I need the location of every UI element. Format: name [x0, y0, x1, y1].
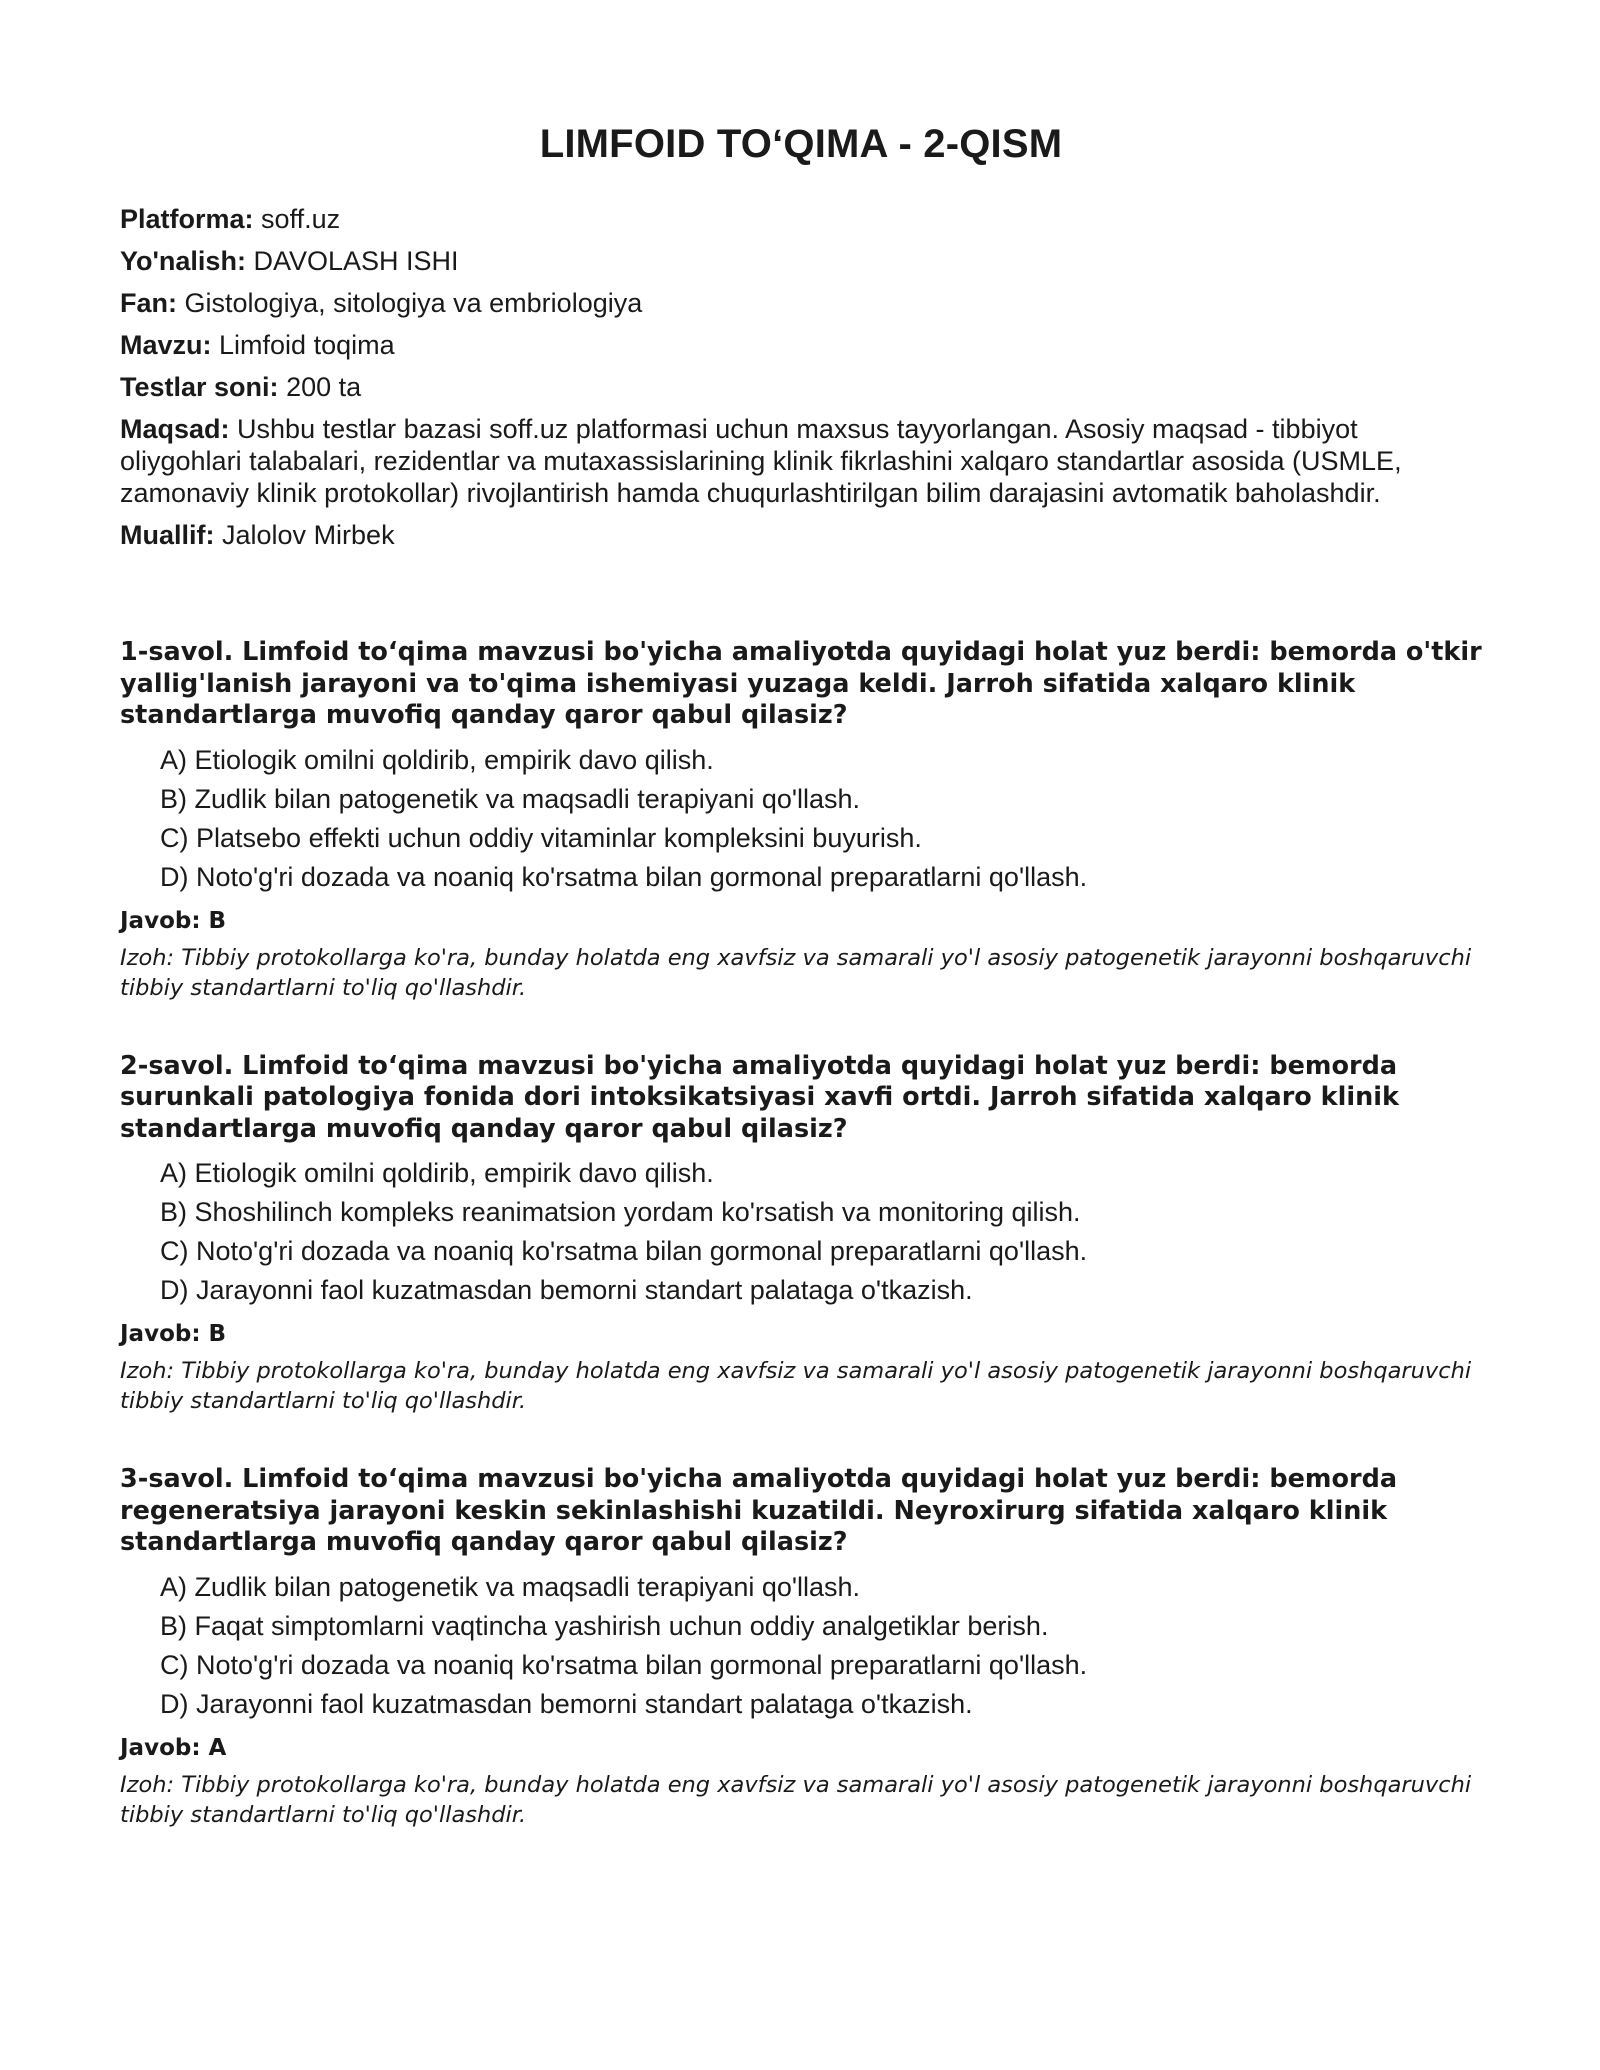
meta-direction-label: Yo'nalish:: [120, 246, 246, 276]
meta-topic-value: Limfoid toqima: [219, 330, 395, 360]
meta-author-value: Jalolov Mirbek: [222, 520, 395, 550]
option-b: B) Faqat simptomlarni vaqtincha yashirish uchun oddiy analgetiklar berish.: [160, 1610, 1049, 1641]
meta-goal: [120, 413, 1482, 509]
meta-subject-label: Fan:: [120, 288, 177, 318]
meta-tests-value: 200 ta: [286, 372, 362, 402]
meta-platform-value: soff.uz: [261, 204, 341, 234]
meta-direction-value: DAVOLASH ISHI: [253, 246, 459, 276]
question-text: 3-savol. Limfoid to‘qima mavzusi bo'yicha amaliyotda quyidagi holat yuz berdi: bemorda regeneratsiya jarayoni keskin sekinlashishi kuzatildi. Neyroxirurg sifatida xalqaro klinik standartlarga muvofiq qanday qaror qabul qilasiz?: [120, 1464, 1398, 1557]
option-a: A) Etiologik omilni qoldirib, empirik davo qilish.: [160, 1158, 714, 1188]
meta-direction: [120, 245, 1482, 277]
document-metadata: [120, 203, 1482, 551]
meta-subject-value: Gistologiya, sitologiya va embriologiya: [184, 288, 643, 318]
question-3: [120, 1464, 1482, 1830]
option-a: A) Zudlik bilan patogenetik va maqsadli terapiyani qo'llash.: [160, 1571, 861, 1602]
option-list: [120, 1571, 1482, 1720]
meta-topic: [120, 329, 1482, 361]
meta-platform: [120, 203, 1482, 235]
meta-topic-label: Mavzu:: [120, 330, 212, 360]
option-d: D) Jarayonni faol kuzatmasdan bemorni standart palataga o'tkazish.: [160, 1275, 973, 1305]
question-2: [120, 1051, 1482, 1417]
option-b: B) Shoshilinch kompleks reanimatsion yordam ko'rsatish va monitoring qilish.: [160, 1197, 1081, 1227]
meta-author: [120, 519, 1482, 551]
meta-author-label: Muallif:: [120, 520, 215, 550]
option-d: D) Noto'g'ri dozada va noaniq ko'rsatma bilan gormonal preparatlarni qo'llash.: [160, 861, 1088, 892]
meta-goal-value: Ushbu testlar bazasi soff.uz platformasi uchun maxsus tayyorlangan. Asosiy maqsad - tibbiyot oliygohlari talabalari, rezidentlar va mutaxassislarining klinik fikrlashini xalqaro standartlar asosida (USMLE, zamonaviy klinik protokollar) rivojlantirish hamda chuqurlashtirilgan bilim darajasini avtomatik baholashdir.: [120, 414, 1402, 508]
option-a: A) Etiologik omilni qoldirib, empirik davo qilish.: [160, 744, 714, 775]
option-b: B) Zudlik bilan patogenetik va maqsadli terapiyani qo'llash.: [160, 783, 861, 814]
meta-tests-label: Testlar soni:: [120, 372, 279, 402]
answer-key: Javob: A: [120, 1734, 227, 1761]
explanation-note: Izoh: Tibbiy protokollarga ko'ra, bunday holatda eng xavfsiz va samarali yo'l asosiy patogenetik jarayonni boshqaruvchi tibbiy standartlarni to'liq qo'llashdir.: [120, 1358, 1472, 1414]
option-list: [120, 744, 1482, 893]
option-c: C) Platsebo effekti uchun oddiy vitaminlar kompleksini buyurish.: [160, 822, 922, 853]
option-d: D) Jarayonni faol kuzatmasdan bemorni standart palataga o'tkazish.: [160, 1688, 973, 1719]
answer-key: Javob: B: [120, 1321, 227, 1347]
answer-key: Javob: B: [120, 907, 227, 934]
meta-tests-count: [120, 371, 1482, 403]
question-text: 1-savol. Limfoid to‘qima mavzusi bo'yicha amaliyotda quyidagi holat yuz berdi: bemorda o'tkir yallig'lanish jarayoni va to'qima ishemiyasi yuzaga keldi. Jarroh sifatida xalqaro klinik standartlarga muvofiq qanday qaror qabul qilasiz?: [120, 637, 1482, 730]
meta-goal-label: Maqsad:: [120, 414, 230, 444]
document-title: LIMFOID TO‘QIMA - 2-QISM: [539, 122, 1063, 166]
explanation-note: Izoh: Tibbiy protokollarga ko'ra, bunday holatda eng xavfsiz va samarali yo'l asosiy patogenetik jarayonni boshqaruvchi tibbiy standartlarni to'liq qo'llashdir.: [120, 1771, 1472, 1828]
meta-subject: [120, 287, 1482, 319]
question-text: 2-savol. Limfoid to‘qima mavzusi bo'yicha amaliyotda quyidagi holat yuz berdi: bemorda surunkali patologiya fonida dori intoksikatsiyasi xavfi ortdi. Jarroh sifatida xalqaro klinik standartlarga muvofiq qanday qaror qabul qilasiz?: [120, 1050, 1399, 1144]
explanation-note: Izoh: Tibbiy protokollarga ko'ra, bunday holatda eng xavfsiz va samarali yo'l asosiy patogenetik jarayonni boshqaruvchi tibbiy standartlarni to'liq qo'llashdir.: [120, 944, 1472, 1001]
meta-platform-label: Platforma:: [120, 204, 254, 234]
option-c: C) Noto'g'ri dozada va noaniq ko'rsatma bilan gormonal preparatlarni qo'llash.: [160, 1649, 1088, 1680]
question-1: [120, 637, 1482, 1003]
option-list: [120, 1157, 1482, 1306]
option-c: C) Noto'g'ri dozada va noaniq ko'rsatma bilan gormonal preparatlarni qo'llash.: [160, 1236, 1088, 1266]
